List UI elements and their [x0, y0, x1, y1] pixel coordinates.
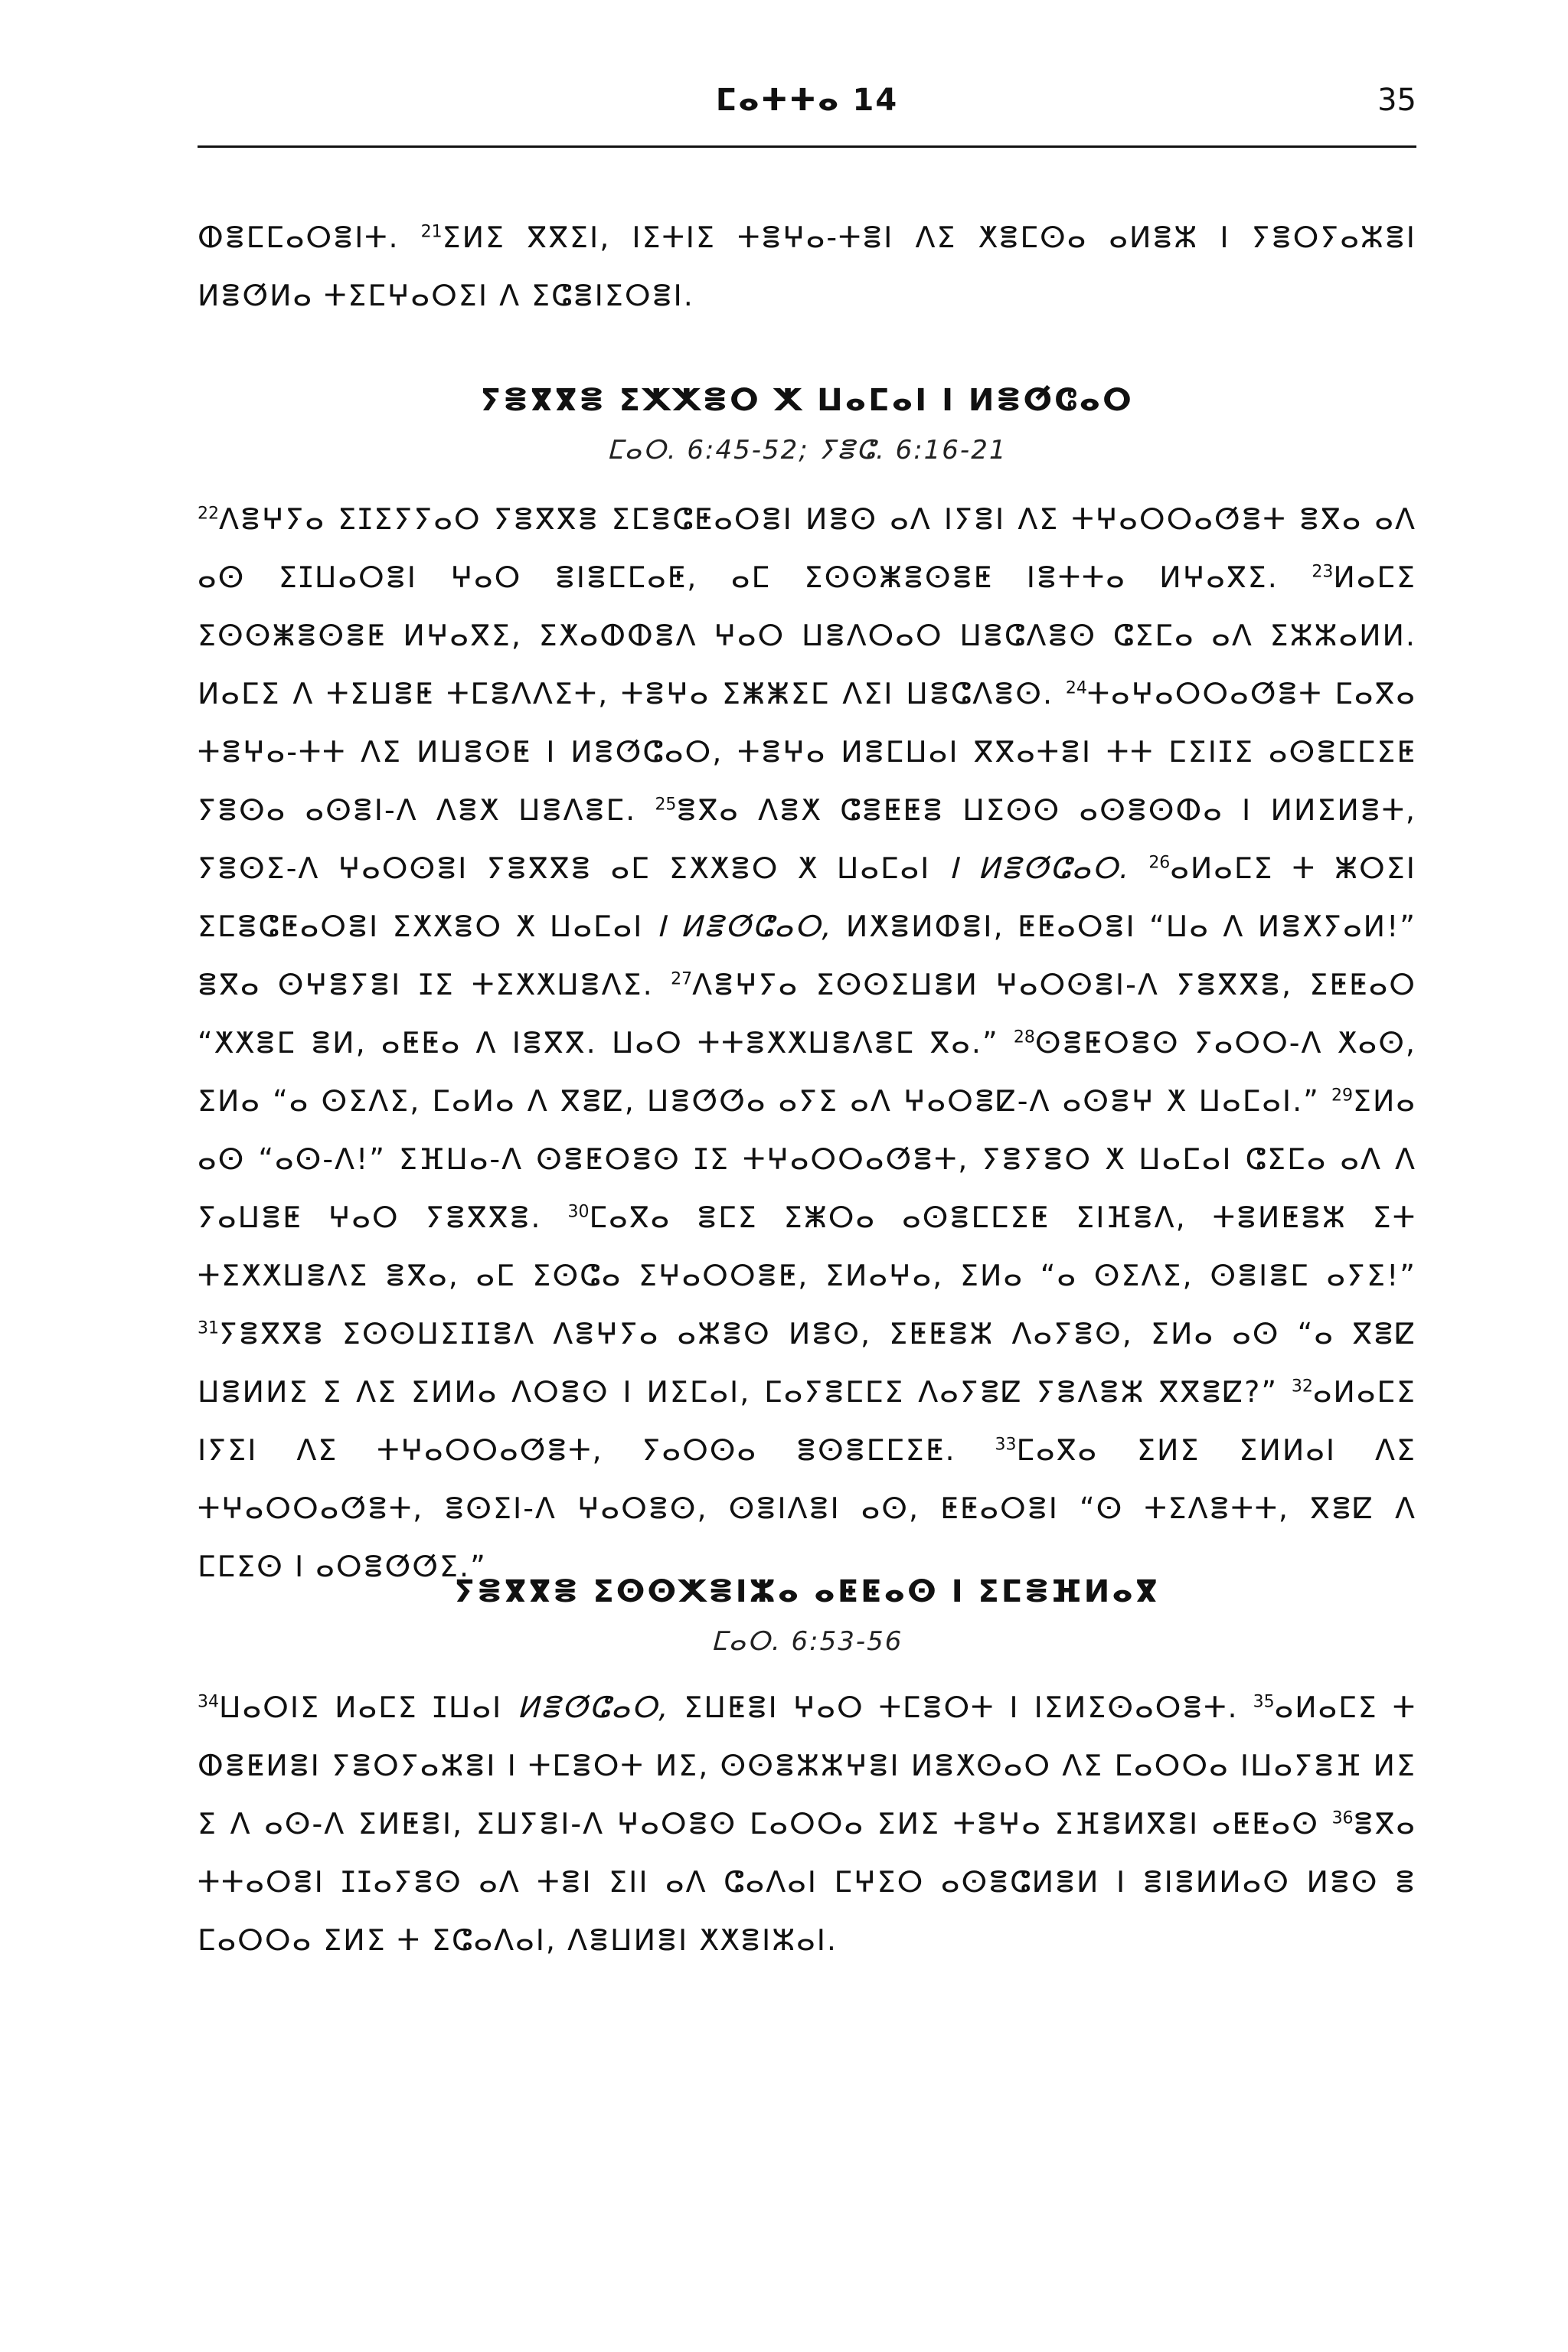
verse-text: ⵙⴻⵟⵔⴻⵙ ⵢⴰⵔⵔ-ⴷ ⵅⴰⵙ, ⵉⵍⴰ “ⴰ ⵙⵉⴷⵉ, ⵎⴰⵍⴰ ⴷ ⴳⴻⵇ, ⵡⴻⵚⵚⴰ ⴰⵢⵉ ⴰⴷ ⵖⴰⵔⴻⵇ-ⴷ ⴰⵙⴻⵖ ⵅ ⵡⴰⵎⴰⵏ.”: [198, 1026, 1417, 1118]
verse-number: 36: [1331, 1808, 1354, 1828]
verse-text: ⴰⵍⴰⵎⵉ ⵏⵢⵉⵏ ⴷⵉ ⵜⵖⴰⵔⵔⴰⵚⴻⵜ, ⵢⴰⵔⵙⴰ ⴻⵙⴻⵎⵎⵉⵟ.: [198, 1375, 1416, 1467]
verse-text: ⵉⵍⴰ ⴰⵙ “ⴰⵙ-ⴷ!” ⵉⴼⵡⴰ-ⴷ ⵙⴻⵟⵔⴻⵙ ⵊⵉ ⵜⵖⴰⵔⵔⴰⵚⴻⵜ, ⵢⴻⵢⴻⵔ ⵅ ⵡⴰⵎⴰⵏ ⵛⵉⵎⴰ ⴰⴷ ⴷ ⵢⴰⵡⴻⵟ ⵖⴰⵔ ⵢⴻⴳⴳⴻ.: [198, 1084, 1416, 1234]
verse-text: ⵜⴰⵖⴰⵔⵔⴰⵚⴻⵜ ⵎⴰⴳⴰ ⵜⴻⵖⴰ-ⵜⵜ ⴷⵉ ⵍⵡⴻⵙⵟ ⵏ ⵍⴻⵚⵛⴰⵔ, ⵜⴻⵖⴰ ⵍⴻⵎⵡⴰⵏ ⴳⴳⴰⵜⴻⵏ ⵜⵜ ⵎⵉⵏⵊⵉ ⴰⵙⴻⵎⵎⵉⵟ ⵢⴻⵙⴰ ⴰⵙⴻⵏ-ⴷ ⴷⴻⵅ ⵡⴻⴷⴻⵎ.: [198, 677, 1416, 827]
verse-number: 23: [1312, 562, 1334, 582]
verse-text: ⴻⴳⴰ ⵜⵜⴰⵔⴻⵏ ⵊⵊⴰⵢⴻⵙ ⴰⴷ ⵜⴻⵏ ⵉⵏⵏ ⴰⴷ ⵛⴰⴷⴰⵏ ⵎⵖⵉⵔ ⴰⵙⴻⵛⵍⴻⵍ ⵏ ⴻⵏⴻⵍⵍⴰⵙ ⵍⴻⵙ ⴻ ⵎⴰⵔⵔⴰ ⵉⵍⵉ ⵜ ⵉⵛⴰⴷⴰⵏ, ⴷⴻⵡⵍⴻⵏ ⵅⵅⴻⵏⵣⴰⵏ.: [198, 1807, 1416, 1957]
section-2-paragraph: [198, 1678, 1416, 1969]
verse-number: 21: [420, 222, 443, 242]
section-reference-1: ⵎⴰⵔ. 6:45-52; ⵢⴻⵛ. 6:16-21: [606, 435, 1008, 466]
verse-number: 22: [198, 504, 219, 524]
verse-number: 28: [1013, 1027, 1035, 1047]
verse-number: 25: [655, 795, 677, 815]
verse-text: ⵍⴰⵎⵉ ⵉⵙⵙⵥⴻⵙⴻⵟ ⵍⵖⴰⴳⵉ, ⵉⵅⴰⵀⵀⴻⴷ ⵖⴰⵔ ⵡⴻⴷⵔⴰⵔ ⵡⴻⵛⴷⴻⵙ ⵛⵉⵎⴰ ⴰⴷ ⵉⵣⵣⴰⵍⵍ. ⵍⴰⵎⵉ ⴷ ⵜⵉⵡⴻⵟ ⵜⵎⴻⴷⴷⵉⵜ, ⵜⴻⵖⴰ ⵉⵥⵥⵉⵎ ⴷⵉⵏ ⵡⴻⵛⴷⴻⵙ.: [198, 560, 1416, 710]
section-heading-1: ⵢⴻⴳⴳⴻ ⵉⵅⵅⴻⵔ ⵅ ⵡⴰⵎⴰⵏ ⵏ ⵍⴻⵚⵛⴰⵔ: [480, 383, 1134, 418]
verse-text-italic: ⵏ ⵍⴻⵚⵛⴰⵔ.: [949, 851, 1149, 885]
verse-text: ⴻⴳⴰ ⴷⴻⵅ ⵛⴻⵟⵟⴻ ⵡⵉⵙⵙ ⴰⵙⴻⵙⵀⴰ ⵏ ⵍⵍⵉⵍⴻⵜ, ⵢⴻⵙⵉ-ⴷ ⵖⴰⵔⵙⴻⵏ ⵢⴻⴳⴳⴻ ⴰⵎ ⵉⵅⵅⴻⵔ ⵅ ⵡⴰⵎⴰⵏ: [198, 793, 1416, 885]
section-1-paragraph: [198, 490, 1416, 1596]
verse-text: ⵉⵍⵉ ⴳⴳⵉⵏ, ⵏⵉⵜⵏⵉ ⵜⴻⵖⴰ-ⵜⴻⵏ ⴷⵉ ⵅⴻⵎⵙⴰ ⴰⵍⴻⵣ ⵏ ⵢⴻⵔⵢⴰⵣⴻⵏ ⵍⴻⵚⵍⴰ ⵜⵉⵎⵖⴰⵔⵉⵏ ⴷ ⵉⵛⴻⵏⵉⵔⴻⵏ.: [198, 220, 1416, 312]
verse-number: 35: [1253, 1692, 1275, 1712]
verse-number: 27: [671, 969, 693, 989]
verse-text: ⵎⴰⴳⴰ ⴻⵎⵉ ⵉⵥⵔⴰ ⴰⵙⴻⵎⵎⵉⵟ ⵉⵏⴼⴻⴷ, ⵜⴻⵍⵟⴻⵣ ⵉⵜ ⵜⵉⵅⵅⵡⴻⴷⵉ ⴻⴳⴰ, ⴰⵎ ⵉⵙⵛⴰ ⵉⵖⴰⵔⵔⴻⵟ, ⵉⵍⴰⵖⴰ, ⵉⵍⴰ “ⴰ ⵙⵉⴷⵉ, ⵙⴻⵏⴻⵎ ⴰⵢⵉ!”: [198, 1200, 1416, 1292]
verse-number: 34: [198, 1692, 219, 1712]
verse-text-italic: ⵍⴻⵚⵛⴰⵔ,: [517, 1690, 684, 1724]
verse-number: 30: [567, 1202, 590, 1222]
verse-text: ⴷⴻⵖⵢⴰ ⵉⵙⵙⵉⵡⴻⵍ ⵖⴰⵔⵙⴻⵏ-ⴷ ⵢⴻⴳⴳⴻ, ⵉⵟⵟⴰⵔ “ⵅⵅⴻⵎ ⴻⵍ, ⴰⵟⵟⴰ ⴷ ⵏⴻⴳⴳ. ⵡⴰⵔ ⵜⵜⴻⵅⵅⵡⴻⴷⴻⵎ ⴳⴰ.”: [198, 968, 1416, 1060]
verse-text: ⴷⴻⵖⵢⴰ ⵉⵊⵉⵢⵢⴰⵔ ⵢⴻⴳⴳⴻ ⵉⵎⴻⵛⵟⴰⵔⴻⵏ ⵍⴻⵙ ⴰⴷ ⵏⵢⴻⵏ ⴷⵉ ⵜⵖⴰⵔⵔⴰⵚⴻⵜ ⴻⴳⴰ ⴰⴷ ⴰⵙ ⵉⵊⵡⴰⵔⴻⵏ ⵖⴰⵔ ⴻⵏⴻⵎⵎⴰⵟ, ⴰⵎ ⵉⵙⵙⵥⴻⵙⴻⵟ ⵏⴻⵜⵜⴰ ⵍⵖⴰⴳⵉ.: [198, 502, 1416, 594]
section-heading-2: ⵢⴻⴳⴳⴻ ⵉⵙⵙⵅⴻⵏⵣⴰ ⴰⵟⵟⴰⵙ ⵏ ⵉⵎⴻⴼⵍⴰⴳ: [454, 1574, 1160, 1609]
verse-number: 29: [1331, 1086, 1353, 1106]
section-reference-2: ⵎⴰⵔ. 6:53-56: [710, 1626, 903, 1657]
verse-number: 26: [1148, 853, 1171, 873]
running-title: ⵎⴰⵜⵜⴰ 14: [715, 83, 899, 118]
verse-number: 33: [995, 1435, 1017, 1455]
verse-text: ⵉⵡⵟⴻⵏ ⵖⴰⵔ ⵜⵎⴻⵔⵜ ⵏ ⵏⵉⵍⵉⵙⴰⵔⴻⵜ.: [684, 1690, 1253, 1724]
verse-number: 24: [1065, 678, 1087, 698]
intro-paragraph: [198, 208, 1416, 325]
verse-text-italic: ⵏ ⵍⴻⵚⵛⴰⵔ,: [656, 910, 846, 943]
verse-text: ⵍⵅⴻⵍⵀⴻⵏ, ⵟⵟⴰⵔⴻⵏ “ⵡⴰ ⴷ ⵍⴻⵅⵢⴰⵍ!” ⴻⴳⴰ ⵙⵖⴻⵢⴻⵏ ⵊⵉ ⵜⵉⵅⵅⵡⴻⴷⵉ.: [198, 910, 1416, 1001]
verse-text: ⵎⴰⴳⴰ ⵉⵍⵉ ⵉⵍⵍⴰⵏ ⴷⵉ ⵜⵖⴰⵔⵔⴰⵚⴻⵜ, ⴻⵙⵉⵏ-ⴷ ⵖⴰⵔⴻⵙ, ⵙⴻⵏⴷⴻⵏ ⴰⵙ, ⵟⵟⴰⵔⴻⵏ “ⵙ ⵜⵉⴷⴻⵜⵜ, ⴳⴻⵇ ⴷ ⵎⵎⵉⵙ ⵏ ⴰⵔⴻⵚⵚⵉ.”: [198, 1433, 1416, 1583]
verse-text: ⵢⴻⴳⴳⴻ ⵉⵙⵙⵡⵉⵊⵊⴻⴷ ⴷⴻⵖⵢⴰ ⴰⵣⴻⵙ ⵍⴻⵙ, ⵉⵟⵟⴻⵣ ⴷⴰⵢⴻⵙ, ⵉⵍⴰ ⴰⵙ “ⴰ ⴳⴻⵇ ⵡⴻⵍⵍⵉ ⵉ ⴷⵉ ⵉⵍⵍⴰ ⴷⵔⴻⵙ ⵏ ⵍⵉⵎⴰⵏ, ⵎⴰⵢⴻⵎⵎⵉ ⴷⴰⵢⴻⵇ ⵢⴻⴷⴻⵣ ⴳⴳⴻⵇ?”: [198, 1317, 1416, 1409]
page-number: 35: [1377, 83, 1416, 118]
verse-text: ⴰⵍⴰⵎⵉ ⵜ ⵀⴻⵟⵍⴻⵏ ⵢⴻⵔⵢⴰⵣⴻⵏ ⵏ ⵜⵎⴻⵔⵜ ⵍⵉ, ⵙⵙⴻⵣⵣⵖⴻⵏ ⵍⴻⵅⵙⴰⵔ ⴷⵉ ⵎⴰⵔⵔⴰ ⵏⵡⴰⵢⴻⴼ ⵍⵉ ⵉ ⴷ ⴰⵙ-ⴷ ⵉⵍⵟⴻⵏ, ⵉⵡⵢⴻⵏ-ⴷ ⵖⴰⵔⴻⵙ ⵎⴰⵔⵔⴰ ⵉⵍⵉ ⵜⴻⵖⴰ ⵉⴼⴻⵍⴳⴻⵏ ⴰⵟⵟⴰⵙ: [198, 1690, 1417, 1841]
verse-text: ⵀⴻⵎⵎⴰⵔⴻⵏⵜ.: [198, 220, 421, 254]
verse-number: 31: [198, 1318, 219, 1338]
verse-text: ⵡⴰⵔⵏⵉ ⵍⴰⵎⵉ ⵊⵡⴰⵏ: [219, 1690, 518, 1724]
running-header: [198, 77, 1416, 126]
verse-number: 32: [1291, 1377, 1313, 1396]
verse-text: ⴰⵍⴰⵎⵉ ⵜ ⵥⵔⵉⵏ ⵉⵎⴻⵛⵟⴰⵔⴻⵏ ⵉⵅⵅⴻⵔ ⵅ ⵡⴰⵎⴰⵏ: [198, 851, 1416, 943]
header-rule: [198, 145, 1416, 148]
